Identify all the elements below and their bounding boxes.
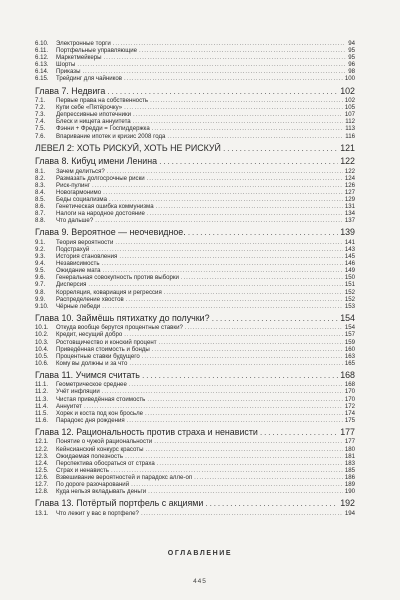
toc-page-number: 186 — [344, 473, 355, 481]
toc-entry-title: Подстрахуй — [56, 245, 90, 253]
toc-page-number: 98 — [348, 68, 355, 76]
toc-entry-row — [35, 75, 355, 82]
toc-entry-row — [35, 339, 355, 346]
dot-leader — [84, 403, 343, 410]
dot-leader — [139, 47, 346, 54]
toc-page-number: 129 — [344, 196, 355, 203]
toc-entry-number: 6.14. — [35, 68, 49, 76]
toc-entry-row — [35, 331, 355, 338]
toc-entry-title: Глава 11. Учимся считать — [35, 369, 140, 380]
toc-entry-row — [35, 510, 355, 517]
toc-entry-title: Депрессивные ипотечники — [56, 111, 132, 119]
dot-leader — [102, 303, 343, 310]
toc-entry-row — [35, 125, 355, 132]
dot-leader — [115, 239, 342, 246]
dot-leader — [159, 156, 338, 167]
toc-entry-title: Процентные ставки будущего — [56, 352, 140, 360]
toc-page-number: 152 — [344, 295, 355, 303]
dot-leader — [141, 510, 343, 517]
toc-entry-row — [35, 111, 355, 118]
table-of-contents — [35, 40, 355, 517]
dot-leader — [107, 168, 343, 175]
toc-entry-number: 7.2. — [35, 104, 46, 112]
toc-entry-title: Кому вы должны и за что — [56, 359, 128, 367]
dot-leader — [103, 189, 343, 196]
toc-entry-row — [35, 410, 355, 417]
toc-entry-title: Глава 8. Кибуц имени Ленина — [35, 156, 158, 167]
toc-entry-number: 8.7. — [35, 210, 46, 218]
toc-entry-row — [35, 61, 355, 68]
dot-leader — [124, 104, 343, 111]
toc-entry-title: Глава 9. Вероятное — неочевидное. — [35, 227, 186, 238]
toc-entry-title: Распределение хвостов — [56, 295, 124, 303]
toc-page-number: 192 — [340, 498, 355, 509]
toc-entry-row — [35, 303, 355, 310]
toc-page-number: 107 — [344, 111, 355, 119]
toc-entry-row — [35, 438, 355, 445]
toc-entry-row — [35, 488, 355, 495]
toc-entry-number: 10.1. — [35, 324, 49, 332]
toc-entry-title: Риск-пулинг — [56, 181, 90, 189]
toc-page-number: 139 — [340, 227, 355, 238]
toc-page-number: 168 — [340, 369, 355, 380]
dot-leader — [150, 97, 343, 104]
dot-leader — [152, 346, 343, 353]
toc-entry-title: Учёт инфляции — [56, 388, 100, 396]
toc-entry-row — [35, 281, 355, 288]
toc-entry-number: 11.5. — [35, 409, 49, 417]
dot-leader — [145, 446, 342, 453]
toc-entry-title: Приведённая стоимость и бонды — [56, 345, 150, 353]
toc-entry-title: Кейнсианский конкурс красоты — [56, 445, 144, 453]
toc-entry-row — [35, 203, 355, 210]
toc-entry-title: Блеск и нищета аннуитета — [56, 118, 131, 126]
toc-entry-title: Новогармонимо — [56, 188, 102, 196]
toc-entry-row — [35, 210, 355, 217]
dot-leader — [156, 203, 343, 210]
dot-leader — [104, 54, 347, 61]
toc-entry-title: Генеральная совокупность против выборки — [56, 274, 179, 282]
toc-entry-row — [35, 267, 355, 274]
toc-entry-row — [35, 239, 355, 246]
toc-entry-number: 11.2. — [35, 388, 49, 396]
toc-entry-number: 11.4. — [35, 402, 49, 410]
dot-leader — [142, 353, 343, 360]
toc-entry-title: Независимость — [56, 260, 100, 268]
toc-page-number: 154 — [344, 324, 355, 332]
dot-leader — [107, 86, 338, 97]
toc-entry-row — [35, 40, 355, 47]
toc-entry-title: Глава 12. Рациональность против страха и ненависти — [35, 426, 258, 437]
toc-page-number: 116 — [345, 132, 355, 140]
toc-entry-row — [35, 217, 355, 224]
toc-entry-title: Что лежит у вас в портфеле? — [56, 509, 139, 517]
toc-chapter-row — [35, 370, 355, 381]
toc-page-number: 131 — [344, 203, 355, 211]
toc-entry-title: ЛЕВЕЛ 2: ХОТЬ РИСКУЙ, ХОТЬ НЕ РИСКУЙ — [35, 142, 221, 153]
dot-leader — [185, 324, 343, 331]
toc-entry-number: 12.8. — [35, 488, 49, 496]
toc-entry-title: Размазать долгосрочные риски — [56, 174, 145, 182]
toc-entry-number: 12.4. — [35, 459, 49, 467]
toc-entry-number: 8.5. — [35, 196, 46, 203]
toc-entry-title: Парадокс дня рождения — [56, 416, 125, 424]
toc-entry-number: 9.9. — [35, 295, 46, 303]
toc-entry-title: Впаривание ипотек и кризис 2008 года — [56, 132, 166, 140]
toc-entry-number: 6.10. — [35, 40, 49, 47]
dot-leader — [92, 182, 343, 189]
toc-page-number: 137 — [344, 217, 355, 225]
toc-page-number: 189 — [344, 481, 355, 488]
toc-entry-row — [35, 196, 355, 203]
toc-entry-number: 12.5. — [35, 466, 49, 474]
toc-entry-number: 11.1. — [35, 381, 49, 389]
dot-leader — [167, 133, 343, 140]
toc-entry-title: Кредит, несущий добро — [56, 331, 123, 339]
toc-page-number: 180 — [344, 445, 355, 453]
dot-leader — [145, 410, 343, 417]
toc-entry-number: 12.7. — [35, 481, 49, 488]
toc-entry-title: Генетическая ошибка коммунизма — [56, 203, 154, 211]
toc-page-number: 102 — [340, 85, 355, 96]
toc-entry-title: Геометрическое среднее — [56, 381, 127, 389]
toc-page-number: 149 — [344, 267, 355, 275]
toc-entry-title: Ростовщичество и конский процент — [56, 338, 157, 346]
toc-chapter-row — [35, 143, 355, 154]
dot-leader — [147, 210, 343, 217]
toc-entry-row — [35, 460, 355, 467]
toc-entry-row — [35, 360, 355, 367]
toc-entry-number: 12.3. — [35, 452, 49, 460]
toc-page-number: 113 — [345, 125, 355, 133]
dot-leader — [88, 281, 342, 288]
toc-entry-title: История становления — [56, 253, 118, 261]
toc-entry-title: Первые права на собственность — [56, 97, 149, 105]
toc-entry-title: Чёрные лебеди — [56, 302, 101, 310]
toc-page-number: 121 — [340, 142, 355, 153]
dot-leader — [103, 267, 343, 274]
toc-entry-number: 9.6. — [35, 274, 46, 282]
toc-page-number: 94 — [348, 40, 355, 47]
toc-page-number: 122 — [344, 167, 355, 175]
toc-entry-title: Дисперсия — [56, 281, 87, 289]
toc-page-number: 190 — [344, 488, 355, 496]
toc-entry-number: 7.1. — [35, 97, 46, 105]
toc-entry-number: 9.5. — [35, 267, 46, 275]
toc-page-number: 165 — [344, 359, 355, 367]
toc-entry-number: 9.2. — [35, 245, 46, 253]
toc-entry-number: 6.12. — [35, 54, 49, 62]
toc-page-number: 151 — [344, 281, 355, 289]
dot-leader — [129, 360, 342, 367]
toc-entry-title: Зачем делиться? — [56, 167, 105, 175]
toc-entry-row — [35, 246, 355, 253]
toc-page-number: 100 — [344, 75, 355, 83]
toc-entry-row — [35, 324, 355, 331]
toc-entry-row — [35, 453, 355, 460]
toc-page-number: 177 — [340, 426, 355, 437]
toc-entry-number: 9.10. — [35, 302, 49, 310]
toc-entry-row — [35, 296, 355, 303]
toc-page-number: 163 — [344, 352, 355, 360]
toc-entry-title: Откуда вообще берутся процентные ставки? — [56, 324, 183, 332]
dot-leader — [181, 274, 343, 281]
toc-entry-row — [35, 289, 355, 296]
toc-entry-title: Что дальше? — [56, 217, 94, 225]
dot-leader — [147, 175, 343, 182]
dot-leader — [102, 388, 343, 395]
dot-leader — [164, 289, 343, 296]
toc-entry-title: Взвешивание вероятностей и парадокс алле-оп — [56, 473, 193, 481]
dot-leader — [82, 68, 346, 75]
toc-page-number: 102 — [344, 97, 355, 105]
toc-entry-number: 6.13. — [35, 61, 49, 69]
toc-entry-row — [35, 68, 355, 75]
dot-leader — [127, 417, 343, 424]
toc-page-number: 177 — [344, 438, 355, 446]
toc-entry-number: 8.2. — [35, 174, 46, 182]
toc-entry-title: Аннуитет — [56, 402, 82, 410]
toc-chapter-row — [35, 86, 355, 97]
toc-entry-row — [35, 54, 355, 61]
toc-entry-row — [35, 481, 355, 488]
toc-entry-title: Понятие о чужой рациональности — [56, 438, 153, 446]
dot-leader — [148, 488, 343, 495]
toc-entry-row — [35, 388, 355, 395]
toc-chapter-row — [35, 498, 355, 509]
dot-leader — [111, 467, 343, 474]
toc-entry-number: 10.2. — [35, 331, 49, 339]
toc-entry-title: Куда нельзя вкладывать деньги — [56, 488, 147, 496]
toc-entry-number: 8.1. — [35, 167, 46, 175]
toc-entry-number: 6.15. — [35, 75, 49, 83]
toc-entry-title: Хорек и коста под кон бросьле — [56, 409, 144, 417]
dot-leader — [133, 111, 343, 118]
toc-page-number: 141 — [344, 238, 355, 246]
toc-page-number: 170 — [344, 388, 355, 396]
toc-entry-number: 10.4. — [35, 345, 49, 353]
dot-leader — [119, 253, 342, 260]
dot-leader — [109, 196, 343, 203]
toc-entry-number: 13.1. — [35, 509, 49, 517]
toc-entry-title: Электронные торги — [56, 40, 111, 47]
toc-entry-number: 9.4. — [35, 260, 46, 268]
toc-chapter-row — [35, 427, 355, 438]
toc-entry-title: Портфельные управляющие — [56, 47, 138, 55]
dot-leader — [157, 460, 343, 467]
toc-entry-number: 9.7. — [35, 281, 46, 289]
toc-entry-number: 8.4. — [35, 188, 46, 196]
toc-entry-row — [35, 417, 355, 424]
toc-entry-row — [35, 253, 355, 260]
dot-leader — [102, 260, 343, 267]
toc-page-number: 154 — [340, 312, 355, 323]
toc-entry-number: 12.1. — [35, 438, 49, 446]
toc-entry-number: 9.3. — [35, 253, 46, 261]
toc-entry-title: Ожидаемая полезность — [56, 452, 124, 460]
dot-leader — [133, 118, 344, 125]
dot-leader — [95, 217, 343, 224]
dot-leader — [125, 453, 343, 460]
toc-page-number: 112 — [345, 118, 355, 126]
toc-page-number: 159 — [344, 338, 355, 346]
toc-chapter-row — [35, 313, 355, 324]
dot-leader — [142, 370, 338, 381]
toc-entry-title: Глава 10. Займёшь пятихатку до получки? — [35, 312, 210, 323]
toc-page-number: 152 — [344, 288, 355, 296]
toc-entry-title: Купи себе «Пятёрочку» — [56, 104, 123, 112]
toc-entry-title: Маркетмейкеры — [56, 54, 102, 62]
toc-page-number: 183 — [344, 459, 355, 467]
toc-entry-title: По дороге разочарований — [56, 481, 130, 488]
dot-leader — [113, 40, 346, 47]
dot-leader — [131, 481, 343, 488]
dot-leader — [223, 143, 338, 154]
toc-entry-row — [35, 446, 355, 453]
toc-page-number: 172 — [344, 402, 355, 410]
toc-page-number: 146 — [344, 260, 355, 268]
dot-leader — [124, 331, 343, 338]
toc-entry-title: Страх и ненависть — [56, 466, 109, 474]
toc-entry-row — [35, 133, 355, 140]
toc-entry-number: 10.6. — [35, 359, 49, 367]
dot-leader — [91, 246, 343, 253]
dot-leader — [129, 381, 343, 388]
dot-leader — [188, 227, 338, 238]
toc-page-number: 122 — [340, 156, 355, 167]
toc-entry-number: 12.2. — [35, 445, 49, 453]
toc-entry-row — [35, 175, 355, 182]
toc-chapter-row — [35, 156, 355, 167]
toc-entry-number: 9.8. — [35, 288, 46, 296]
toc-page-number: 168 — [344, 381, 355, 389]
toc-page-number: 185 — [344, 466, 355, 474]
toc-entry-title: Трейдинг для чайников — [56, 75, 123, 83]
toc-entry-row — [35, 189, 355, 196]
toc-entry-row — [35, 118, 355, 125]
toc-entry-row — [35, 396, 355, 403]
toc-entry-title: Глава 13. Потёртый портфель с акциями — [35, 498, 204, 509]
dot-leader — [147, 396, 342, 403]
toc-entry-title: Теория вероятности — [56, 238, 114, 246]
toc-entry-number: 7.6. — [35, 132, 46, 140]
toc-entry-title: Чистая приведённая стоимость — [56, 395, 146, 403]
dot-leader — [194, 474, 343, 481]
toc-entry-row — [35, 381, 355, 388]
toc-entry-number: 11.3. — [35, 395, 49, 403]
toc-page-number: 134 — [344, 210, 355, 218]
toc-page-number: 96 — [348, 61, 355, 69]
toc-page-number: 181 — [344, 452, 355, 460]
toc-page-number: 170 — [344, 395, 355, 403]
toc-page-number: 150 — [344, 274, 355, 282]
toc-entry-row — [35, 47, 355, 54]
toc-entry-number: 7.5. — [35, 125, 46, 133]
toc-entry-row — [35, 403, 355, 410]
toc-entry-number: 8.6. — [35, 203, 46, 211]
page-number: 445 — [193, 578, 207, 585]
toc-page-number: 153 — [344, 302, 355, 310]
toc-entry-row — [35, 104, 355, 111]
toc-page-number: 175 — [344, 416, 355, 424]
dot-leader — [126, 296, 343, 303]
toc-entry-number: 9.1. — [35, 238, 46, 246]
toc-entry-title: Налоги на народное достояние — [56, 210, 145, 218]
toc-entry-number: 10.3. — [35, 338, 49, 346]
toc-page-number: 127 — [344, 188, 355, 196]
toc-entry-row — [35, 182, 355, 189]
toc-entry-number: 10.5. — [35, 352, 49, 360]
dot-leader — [124, 75, 343, 82]
toc-page-number: 143 — [344, 245, 355, 253]
dot-leader — [260, 427, 338, 438]
toc-entry-row — [35, 346, 355, 353]
toc-entry-title: Глава 7. Недвига — [35, 85, 106, 96]
toc-entry-row — [35, 97, 355, 104]
toc-page-number: 95 — [348, 54, 355, 62]
toc-entry-row — [35, 353, 355, 360]
toc-page-number: 145 — [344, 253, 355, 261]
dot-leader — [77, 61, 346, 68]
dot-leader — [152, 125, 344, 132]
toc-page-number: 95 — [348, 47, 355, 55]
toc-entry-row — [35, 168, 355, 175]
dot-leader — [205, 498, 338, 509]
toc-entry-number: 8.3. — [35, 181, 46, 189]
dot-leader — [154, 438, 343, 445]
toc-entry-row — [35, 260, 355, 267]
toc-entry-title: Приказы — [56, 68, 81, 76]
dot-leader — [159, 339, 343, 346]
toc-entry-number: 7.4. — [35, 118, 46, 126]
toc-entry-title: Корреляция, ковариация и регрессия — [56, 288, 162, 296]
toc-entry-row — [35, 467, 355, 474]
toc-entry-title: Перспектива обосраться от страха — [56, 459, 155, 467]
toc-entry-row — [35, 474, 355, 481]
toc-entry-title: Беды социализма — [56, 196, 108, 203]
toc-page-number: 126 — [344, 181, 355, 189]
toc-page-number: 194 — [344, 509, 355, 517]
toc-entry-title: Шорты — [56, 61, 76, 69]
toc-page-number: 105 — [344, 104, 355, 112]
toc-page-number: 174 — [344, 409, 355, 417]
section-label: ОГЛАВЛЕНИЕ — [167, 550, 233, 557]
toc-entry-number: 11.6. — [35, 416, 49, 424]
toc-entry-row — [35, 274, 355, 281]
toc-entry-title: Ожидание мата — [56, 267, 101, 275]
toc-page-number: 160 — [344, 345, 355, 353]
toc-page-number: 157 — [344, 331, 355, 339]
toc-entry-number: 7.3. — [35, 111, 46, 119]
toc-entry-number: 6.11. — [35, 47, 49, 55]
dot-leader — [212, 313, 339, 324]
toc-entry-number: 12.6. — [35, 473, 49, 481]
toc-entry-number: 8.8. — [35, 217, 46, 225]
toc-chapter-row — [35, 227, 355, 238]
toc-page-number: 124 — [344, 174, 355, 182]
toc-entry-title: Фэнни + Фредди = Госпиддержка — [56, 125, 150, 133]
